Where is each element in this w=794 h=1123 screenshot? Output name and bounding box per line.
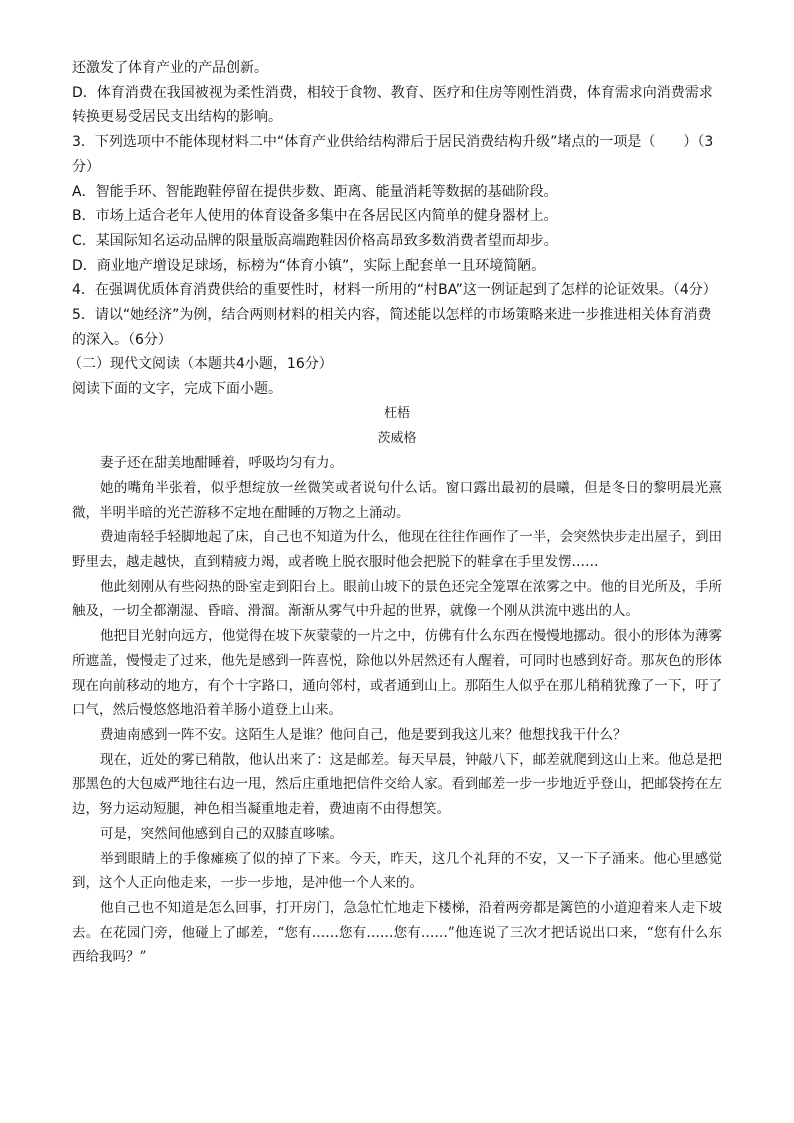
- option-b: B．市场上适合老年人使用的体育设备多集中在各居民区内简单的健身器材上。: [72, 208, 558, 225]
- story-paragraph: 现在，近处的雾已稍散，他认出来了：这是邮差。每天早晨，钟敲八下，邮差就爬到这山上来。他总是把那黑色的大包威严地往右边一甩，然后庄重地把信件交给人家。看到邮差一步一步地近乎登山，把邮袋挎在左边，努力运动短腿，神色相当凝重地走着，费迪南不由得想笑。: [72, 751, 722, 818]
- option-d-paragraph: D．体育消费在我国被视为柔性消费，相较于食物、教育、医疗和住房等刚性消费，体育需求向消费需求转换更易受居民支出结构的影响。: [72, 84, 713, 126]
- story-paragraph: 他此刻刚从有些闷热的卧室走到阳台上。眼前山坡下的景色还完全笼罩在浓雾之中。他的目光所及，手所触及，一切全都潮湿、昏暗、滑溜。渐渐从雾气中升起的世界，就像一个刚从洪流中逃出的人。: [72, 578, 722, 620]
- question-4: 4．在强调优质体育消费供给的重要性时，材料一所用的“村BA”这一例证起到了怎样的论证效果。（4分）: [72, 282, 717, 299]
- story-body: [72, 451, 722, 970]
- option-c: C．某国际知名运动品牌的限量版高端跑鞋因价格高昂致多数消费者望而却步。: [72, 232, 558, 249]
- story-paragraph: 他把目光射向远方，他觉得在坡下灰蒙蒙的一片之中，仿佛有什么东西在慢慢地挪动。很小的形体为薄雾所遮盖，慢慢走了过来，他先是感到一阵喜悦，除他以外居然还有人醒着，可同时也感到好奇。那灰色的形体现在向前移动的地方，有个十字路口，通向邻村，或者通到山上。那陌生人似乎在那儿稍稍犹豫了一下，吁了口气，然后慢悠悠地沿着羊肠小道登上山来。: [72, 628, 722, 719]
- option-d: D．商业地产增设足球场，标榜为“体育小镇”，实际上配套单一且环境简陋。: [72, 257, 546, 274]
- question-5: 5．请以“她经济”为例，结合两则材料的相关内容，简述能以怎样的市场策略来进一步推进相关体育消费的深入。（6分）: [72, 307, 712, 348]
- reading-instruction: 阅读下面的文字，完成下面小题。: [72, 381, 282, 398]
- text-line: 还激发了体育产业的产品创新。: [72, 60, 268, 76]
- option-a: A．智能手环、智能跑鞋停留在提供步数、距离、能量消耗等数据的基础阶段。: [72, 183, 558, 200]
- story-author: 茨威格: [377, 430, 417, 446]
- story-paragraph: 她的嘴角半张着，似乎想绽放一丝微笑或者说句什么话。窗口露出最初的晨曦，但是冬日的黎明晨光熹微，半明半暗的光芒游移不定地在酣睡的万物之上涌动。: [72, 479, 722, 521]
- story-paragraph: 费迪南感到一阵不安。这陌生人是谁？他问自己，他是要到我这儿来？他想找我干什么？: [100, 726, 627, 743]
- question-3: 3．下列选项中不能体现材料二中“体育产业供给结构滞后于居民消费结构升级”堵点的一项是（ ）（3分）: [72, 134, 714, 175]
- section-heading: （二）现代文阅读（本题共4小题，16分）: [68, 356, 333, 373]
- story-paragraph: 妻子还在甜美地酣睡着，呼吸均匀有力。: [100, 455, 343, 472]
- story-paragraph: 费迪南轻手轻脚地起了床，自己也不知道为什么，他现在往往作画作了一半，会突然快步走出屋子，到田野里去，越走越快，直到精疲力竭，或者晚上脱衣服时他会把脱下的鞋拿在手里发愣……: [72, 529, 722, 571]
- question-section: [72, 56, 722, 352]
- story-title: 枉梧: [383, 405, 410, 421]
- story-paragraph: 可是，突然间他感到自己的双膝直哆嗦。: [100, 825, 343, 842]
- story-paragraph: 他自己也不知道是怎么回事，打开房门，急急忙忙地走下楼梯，沿着两旁都是篱笆的小道迎着来人走下坡去。在花园门旁，他碰上了邮差，“您有……您有……您有……”他连说了三次才把话说出口来，“您有什么东西给我吗？”: [72, 899, 722, 966]
- story-paragraph: 举到眼睛上的手像瘫痪了似的掉了下来。今天，昨天，这几个礼拜的不安，又一下子涌来。他心里感觉到，这个人正向他走来，一步一步地，是冲他一个人来的。: [72, 850, 722, 892]
